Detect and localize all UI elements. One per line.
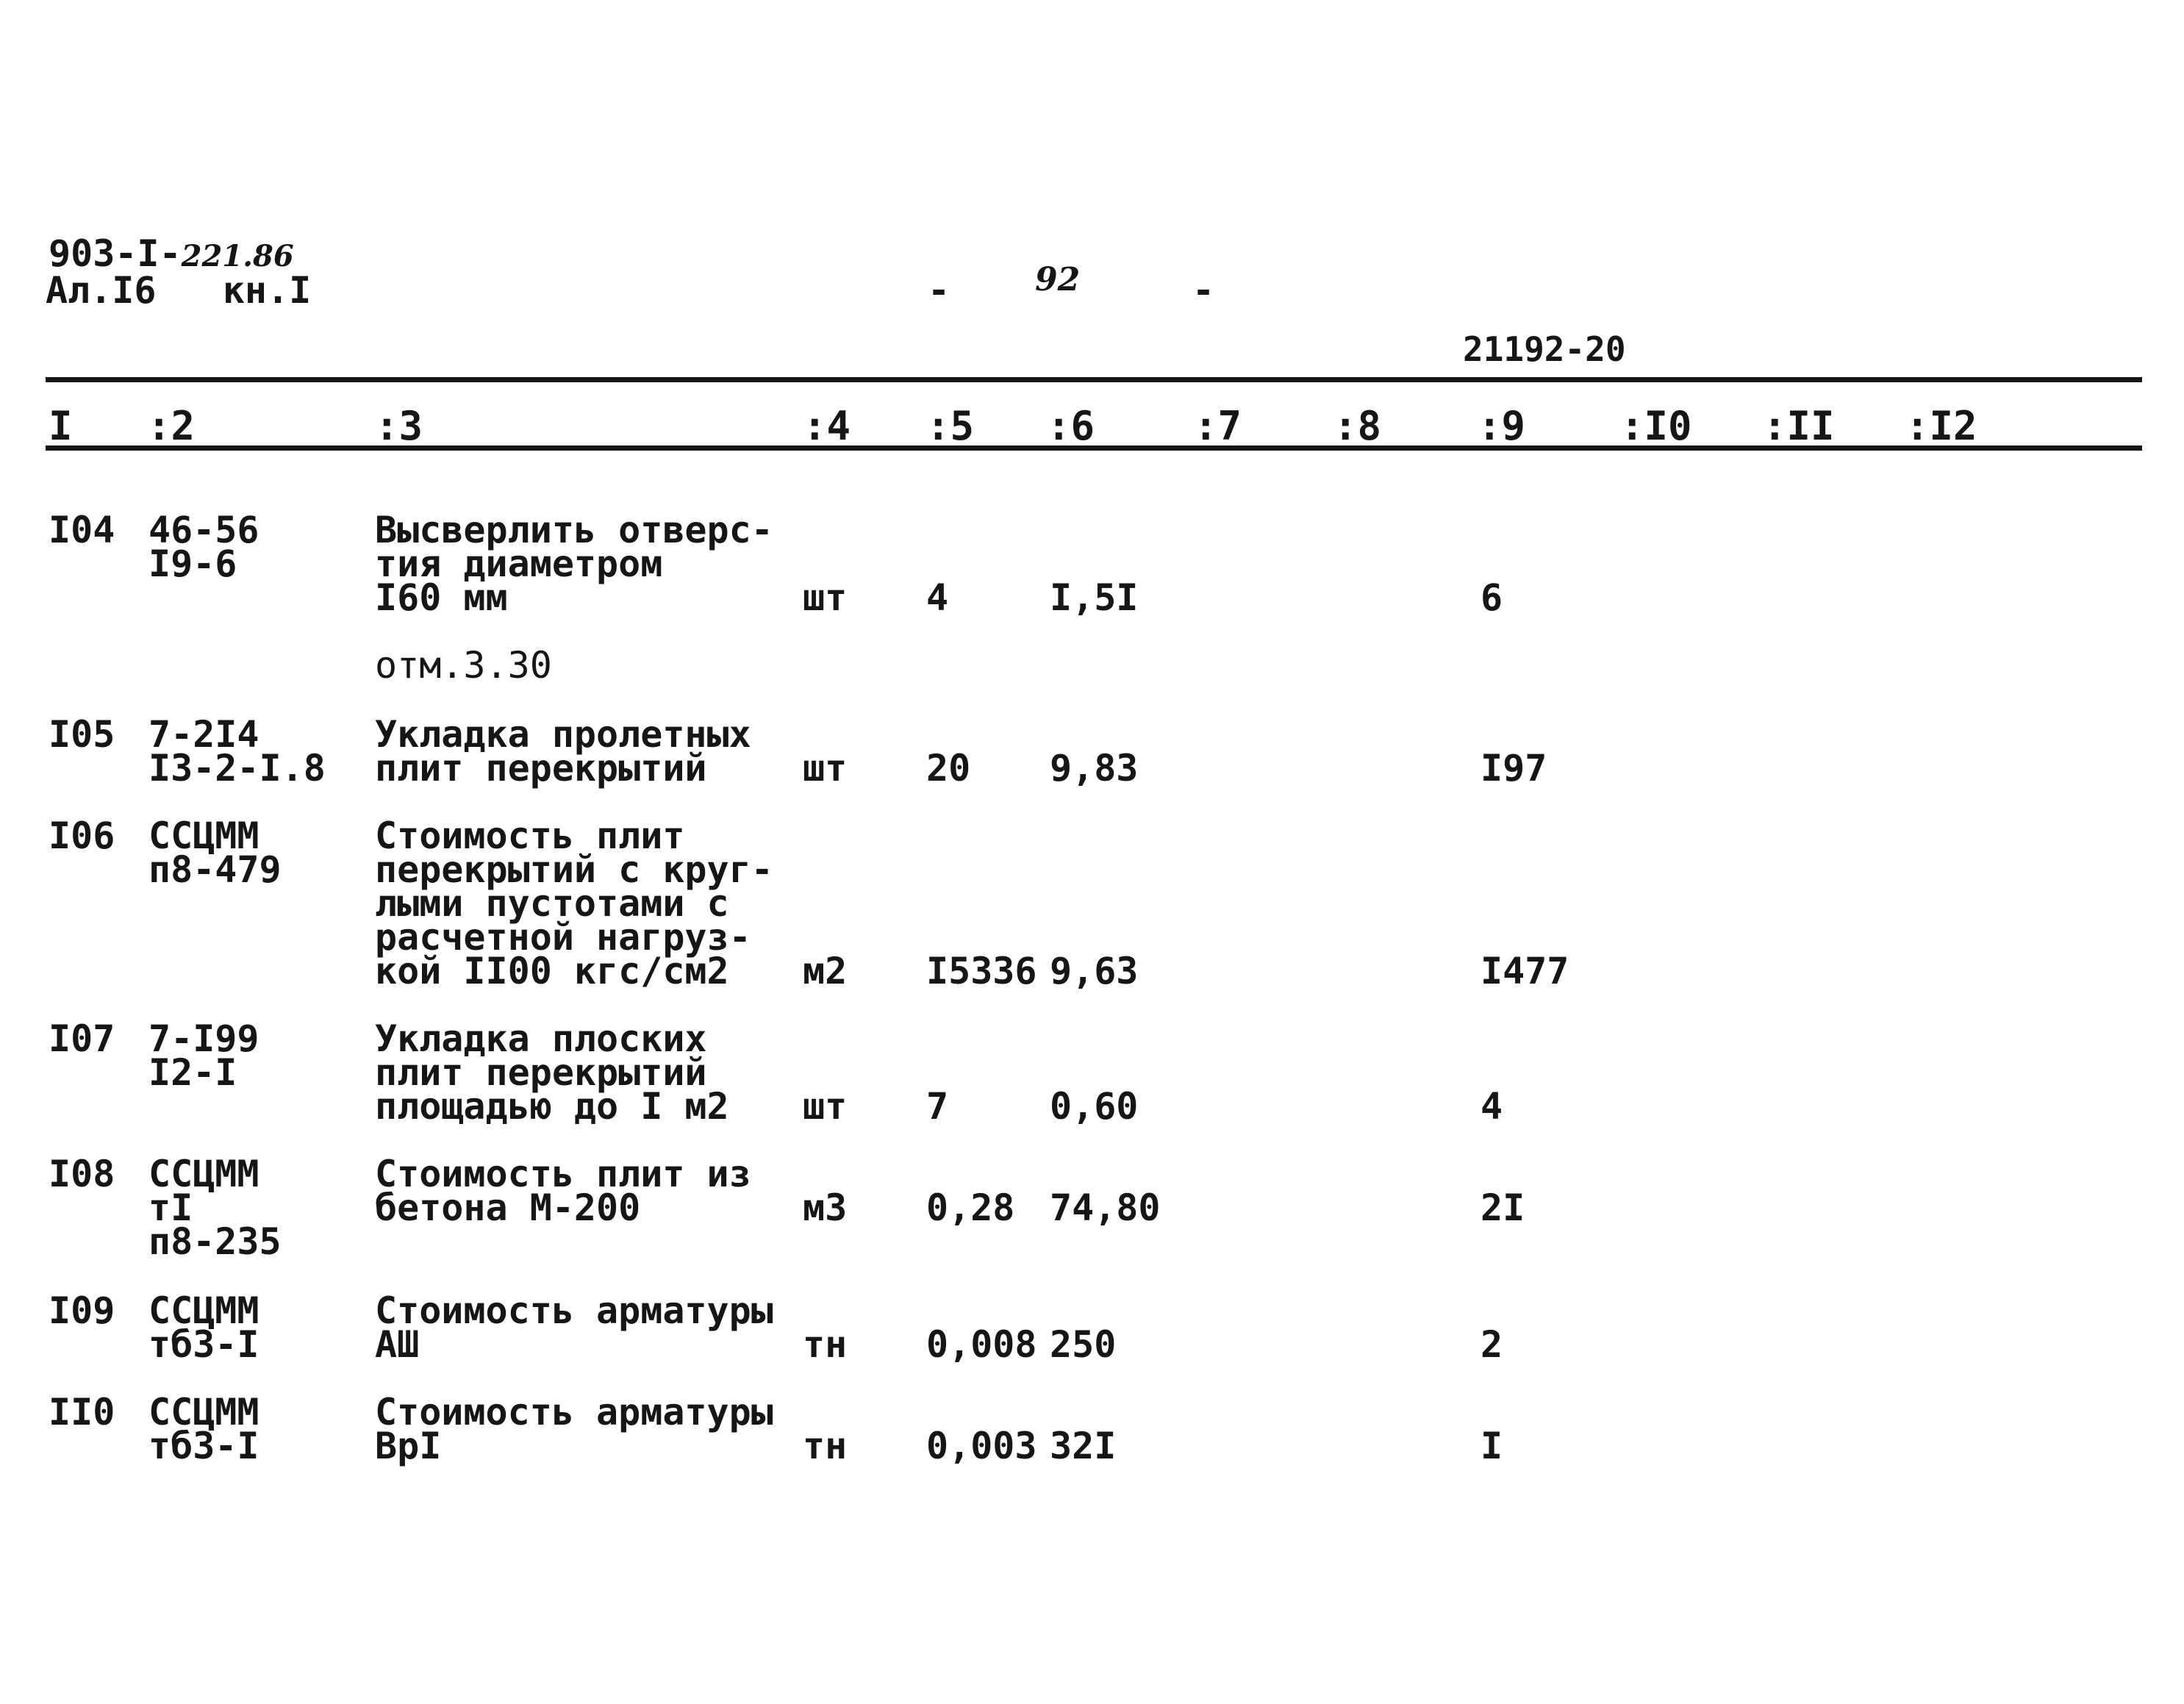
column-header-11: :II — [1763, 403, 1835, 449]
row-unit-price: 9,83 — [1050, 747, 1139, 790]
row-description-line: расчетной нагруз- — [375, 916, 751, 959]
row-total: 4 — [1481, 1085, 1503, 1128]
row-description-line: лыми пустотами с — [375, 882, 729, 925]
dash-right: - — [1192, 269, 1215, 312]
row-description-line: Укладка плоских — [375, 1017, 707, 1060]
row-number: I07 — [49, 1017, 115, 1060]
row-unit: шт — [803, 747, 848, 790]
row-total: I — [1481, 1425, 1503, 1467]
row-code-line: I9-6 — [148, 543, 237, 585]
row-description-line: перекрытий с круг- — [375, 848, 773, 891]
document-code-handwritten: 221.86 — [181, 239, 294, 273]
row-unit-price: 250 — [1050, 1323, 1117, 1366]
row-unit-price: 74,80 — [1050, 1186, 1161, 1229]
row-unit-price: 32I — [1050, 1425, 1117, 1467]
row-description-line: Стоимость плит — [375, 815, 685, 857]
row-unit: шт — [803, 576, 848, 619]
row-total: 2I — [1481, 1186, 1525, 1229]
row-description-line: плит перекрытий — [375, 1051, 707, 1094]
document-code-printed: 903-I- — [49, 232, 182, 275]
row-code-line: ССЦММ — [148, 1289, 259, 1332]
column-header-5: :5 — [926, 403, 975, 449]
row-unit-price: 9,63 — [1050, 950, 1139, 992]
row-number: I05 — [49, 713, 115, 756]
row-number: I08 — [49, 1153, 115, 1195]
column-header-4: :4 — [803, 403, 851, 449]
row-quantity: 7 — [926, 1085, 949, 1128]
row-code-line: ССЦММ — [148, 815, 259, 857]
sheet-code: 21192-20 — [1463, 329, 1626, 369]
row-description-line: Стоимость арматуры — [375, 1391, 773, 1433]
dash-left: - — [928, 269, 950, 312]
row-unit-price: 0,60 — [1050, 1085, 1139, 1128]
row-quantity: 0,008 — [926, 1323, 1037, 1366]
row-description-line: Укладка пролетных — [375, 713, 751, 756]
row-number: I04 — [49, 509, 115, 551]
row-number: I06 — [49, 815, 115, 857]
row-code-line: 7-2I4 — [148, 713, 259, 756]
row-total: I97 — [1481, 747, 1547, 790]
row-description-line: I60 мм — [375, 576, 508, 619]
row-code-line: ССЦММ — [148, 1391, 259, 1433]
row-quantity: 20 — [926, 747, 971, 790]
column-header-7: :7 — [1194, 403, 1242, 449]
row-quantity: 4 — [926, 576, 949, 619]
column-header-2: :2 — [147, 403, 196, 449]
row-code-line: п8-235 — [148, 1220, 282, 1263]
column-header-10: :I0 — [1620, 403, 1692, 449]
row-total: 6 — [1481, 576, 1503, 619]
row-quantity: 0,003 — [926, 1425, 1037, 1467]
row-description-line: площадью до I м2 — [375, 1085, 729, 1128]
row-unit: шт — [803, 1085, 848, 1128]
column-header-1: I — [49, 403, 73, 449]
column-header-9: :9 — [1478, 403, 1526, 449]
row-code-line: ССЦММ — [148, 1153, 259, 1195]
row-code-line: I3-2-I.8 — [148, 747, 326, 790]
row-unit-price: I,5I — [1050, 576, 1139, 619]
row-description-line: Стоимость арматуры — [375, 1289, 773, 1332]
row-code-line: I2-I — [148, 1051, 237, 1094]
row-total: 2 — [1481, 1323, 1503, 1366]
row-description-line: бетона М-200 — [375, 1186, 641, 1229]
table-top-rule — [46, 377, 2142, 382]
row-code-line: 7-I99 — [148, 1017, 259, 1060]
row-quantity: I5336 — [926, 950, 1037, 992]
row-code-line: тбЗ-I — [148, 1425, 259, 1467]
row-description-line: Стоимость плит из — [375, 1153, 751, 1195]
row-unit: м3 — [803, 1186, 848, 1229]
row-code-line: тбЗ-I — [148, 1323, 259, 1366]
column-header-8: :8 — [1333, 403, 1382, 449]
row-description-line: плит перекрытий — [375, 747, 707, 790]
row-unit: тн — [803, 1323, 848, 1366]
row-code-line: тI — [148, 1186, 193, 1229]
row-unit: м2 — [803, 950, 848, 992]
document-code — [49, 232, 294, 275]
row-description-line: кой II00 кгс/см2 — [375, 950, 729, 992]
page-number: 92 — [1035, 261, 1081, 298]
column-header-6: :6 — [1047, 403, 1095, 449]
album-book-line: Ал.I6 кн.I — [46, 269, 312, 312]
row-unit: тн — [803, 1425, 848, 1467]
row-description-line: тия диаметром — [375, 543, 663, 585]
row-total: I477 — [1481, 950, 1569, 992]
row-quantity: 0,28 — [926, 1186, 1015, 1229]
row-description-line: АШ — [375, 1323, 420, 1366]
column-header-3: :3 — [375, 403, 423, 449]
row-description-line: Высверлить отверс- — [375, 509, 773, 551]
elevation-note: отм.3.30 — [375, 644, 552, 687]
row-number: II0 — [49, 1391, 115, 1433]
row-number: I09 — [49, 1289, 115, 1332]
column-header-12: :I2 — [1905, 403, 1977, 449]
row-code-line: 46-56 — [148, 509, 259, 551]
row-description-line: ВрI — [375, 1425, 442, 1467]
row-code-line: п8-479 — [148, 848, 282, 891]
